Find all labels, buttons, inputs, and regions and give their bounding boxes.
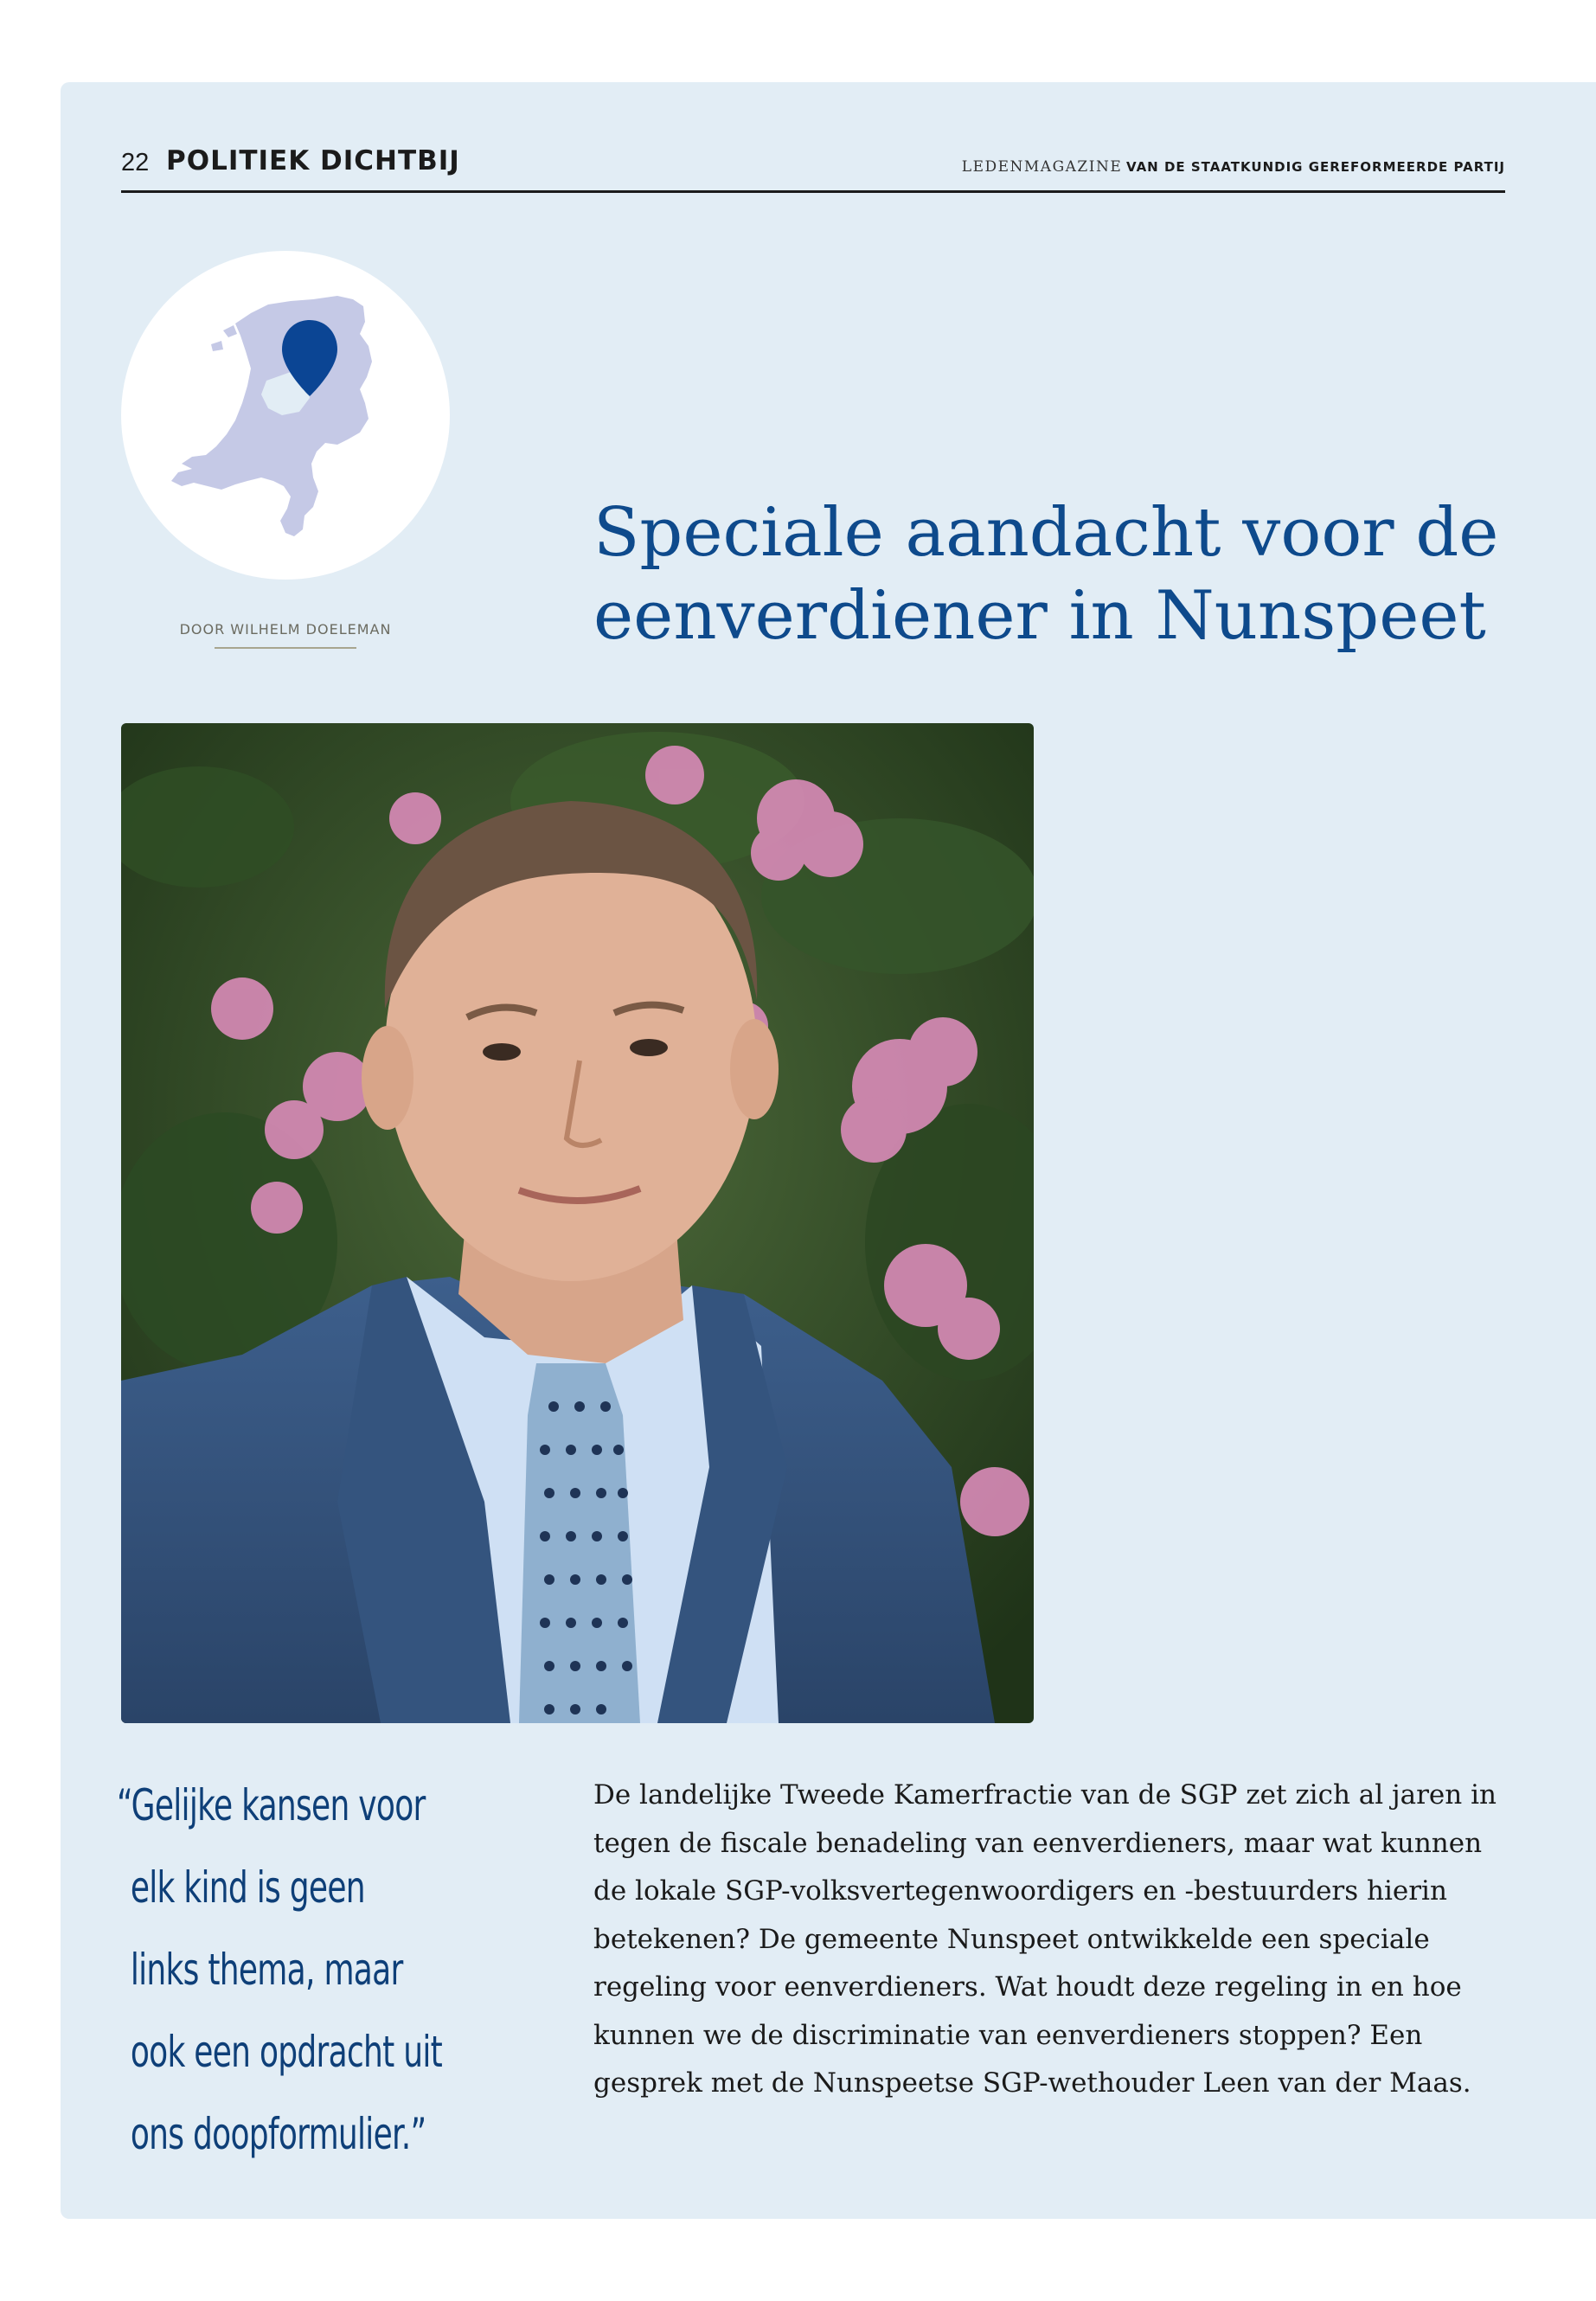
portrait-photo [121, 723, 1034, 1723]
headline-line-2: eenverdiener in Nunspeet [593, 577, 1486, 655]
masthead-rest: VAN DE STAATKUNDIG GEREFORMEERDE PARTIJ [1125, 159, 1505, 175]
location-map [121, 251, 450, 580]
byline: DOOR WILHELM DOELEMAN [179, 621, 392, 638]
masthead-prefix: LEDENMAGAZINE [961, 158, 1123, 176]
section-title: POLITIEK DICHTBIJ [166, 145, 460, 176]
article-intro: De landelijke Tweede Kamerfractie van de SGP zet zich al jaren in tegen de fiscale benadeling van eenverdieners, maar wat kunnen de lokale SGP-volksvertegenwoordigers en -bestuurders hierin betekenen? De gemeente Nunspeet ontwikkelde een speciale regeling voor eenverdieners. Wat houdt deze regeling in en hoe kunnen we de discriminatie van eenverdieners stoppen? Een gesprek met de Nunspeetse SGP-wethouder Leen van der Maas. [593, 1779, 1497, 2099]
pull-quote [117, 1765, 565, 2176]
pull-quote-line-3: links thema, maar [130, 1945, 403, 1995]
headline-line-1: Speciale aandacht voor de [593, 494, 1499, 572]
pull-quote-line-2: elk kind is geen [130, 1862, 365, 1913]
page-header [121, 145, 1505, 193]
pull-quote-line-5: ons doopformulier.” [130, 2109, 426, 2159]
pull-quote-line-4: ook een opdracht uit [130, 2027, 443, 2077]
page-number: 22 [121, 149, 150, 176]
byline-divider [215, 647, 356, 649]
masthead [962, 158, 1505, 176]
article-headline [593, 491, 1528, 657]
pull-quote-line-1: “Gelijke kansen voor [117, 1780, 426, 1830]
portrait-illustration [121, 723, 1034, 1723]
netherlands-map-icon [121, 251, 450, 580]
